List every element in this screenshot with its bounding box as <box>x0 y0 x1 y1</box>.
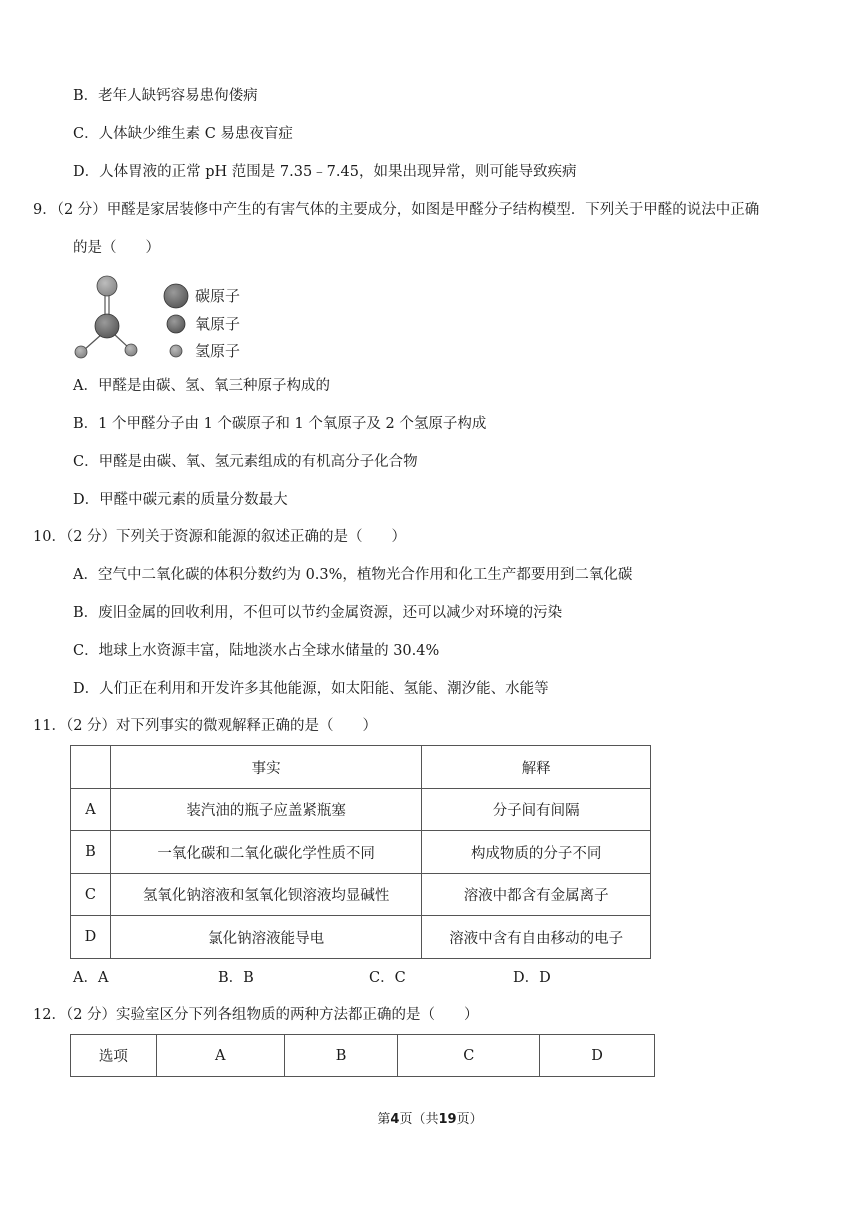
legend-hydrogen-swatch <box>170 345 182 357</box>
table-row <box>71 789 651 831</box>
q8-option-b: B．老年人缺钙容易患佝偻病 <box>73 88 258 104</box>
footer-page-number: 4 <box>390 1112 400 1127</box>
footer-prefix: 第 <box>377 1112 391 1127</box>
table-row <box>71 916 651 959</box>
row-label: B <box>71 831 111 874</box>
row-label: C <box>71 874 111 916</box>
q11-choices <box>73 968 593 988</box>
row-explain: 溶液中都含有金属离子 <box>422 874 651 916</box>
footer-total-pages: 19 <box>438 1112 457 1127</box>
page-footer <box>0 1111 860 1129</box>
q12-header-a: A <box>156 1035 284 1077</box>
q10-option-c: C．地球上水资源丰富，陆地淡水占全球水储量的 30.4% <box>73 643 440 659</box>
legend-oxygen-label: 氧原子 <box>195 315 241 333</box>
q10-stem: 10．（2 分）下列关于资源和能源的叙述正确的是（ ） <box>33 529 407 545</box>
oxygen-atom <box>97 276 117 296</box>
row-label: A <box>71 789 111 831</box>
q11-choice-d: D．D <box>513 970 551 986</box>
q12-stem: 12．（2 分）实验室区分下列各组物质的两种方法都正确的是（ ） <box>33 1007 479 1023</box>
formaldehyde-molecule-model <box>68 270 258 364</box>
table-row <box>71 831 651 874</box>
q11-choice-a: A．A <box>73 970 109 986</box>
q11-header-blank <box>71 746 111 789</box>
row-explain: 构成物质的分子不同 <box>422 831 651 874</box>
legend-carbon-swatch <box>164 284 188 308</box>
q11-stem: 11．（2 分）对下列事实的微观解释正确的是（ ） <box>33 718 378 734</box>
row-label: D <box>71 916 111 959</box>
q11-choice-c: C．C <box>369 970 406 986</box>
q11-header-fact: 事实 <box>110 746 421 789</box>
q11-table <box>70 745 651 959</box>
q9-option-b: B．1 个甲醛分子由 1 个碳原子和 1 个氧原子及 2 个氢原子构成 <box>73 416 487 432</box>
hydrogen-atom-right <box>125 344 137 356</box>
footer-suffix: 页） <box>456 1112 483 1127</box>
legend-oxygen-swatch <box>167 315 185 333</box>
q12-header-d: D <box>540 1035 655 1077</box>
q11-choice-b: B．B <box>218 970 254 986</box>
q9-stem-line2: 的是（ ） <box>73 240 160 256</box>
hydrogen-atom-left <box>75 346 87 358</box>
q12-header-b: B <box>284 1035 398 1077</box>
q10-option-a: A．空气中二氧化碳的体积分数约为 0.3%，植物光合作用和化工生产都要用到二氧化碳 <box>73 567 633 583</box>
q10-option-b: B．废旧金属的回收利用，不但可以节约金属资源，还可以减少对环境的污染 <box>73 605 563 621</box>
q11-header-explain: 解释 <box>422 746 651 789</box>
row-fact: 氯化钠溶液能导电 <box>110 916 421 959</box>
q8-option-d: D．人体胃液的正常 pH 范围是 7.35﹣7.45，如果出现异常，则可能导致疾病 <box>73 164 577 180</box>
footer-mid: 页（共 <box>399 1112 439 1127</box>
q12-header-c: C <box>398 1035 540 1077</box>
q9-stem-line1: 9．（2 分）甲醛是家居装修中产生的有害气体的主要成分，如图是甲醛分子结构模型．下列关于甲醛的说法中正确 <box>33 202 760 218</box>
q12-table <box>70 1034 655 1077</box>
carbon-atom <box>95 314 119 338</box>
row-fact: 装汽油的瓶子应盖紧瓶塞 <box>110 789 421 831</box>
row-explain: 分子间有间隔 <box>422 789 651 831</box>
row-fact: 氢氧化钠溶液和氢氧化钡溶液均显碱性 <box>110 874 421 916</box>
q10-option-d: D．人们正在利用和开发许多其他能源，如太阳能、氢能、潮汐能、水能等 <box>73 681 549 697</box>
legend-carbon-label: 碳原子 <box>195 287 241 305</box>
q9-option-a: A．甲醛是由碳、氢、氧三种原子构成的 <box>73 378 330 394</box>
q12-table-header <box>71 1035 655 1077</box>
row-fact: 一氧化碳和二氧化碳化学性质不同 <box>110 831 421 874</box>
q8-option-c: C．人体缺少维生素 C 易患夜盲症 <box>73 126 293 142</box>
row-explain: 溶液中含有自由移动的电子 <box>422 916 651 959</box>
table-row <box>71 874 651 916</box>
q11-table-header <box>71 746 651 789</box>
q12-header-option: 选项 <box>71 1035 157 1077</box>
q9-option-c: C．甲醛是由碳、氧、氢元素组成的有机高分子化合物 <box>73 454 418 470</box>
legend-hydrogen-label: 氢原子 <box>195 342 241 360</box>
q9-option-d: D．甲醛中碳元素的质量分数最大 <box>73 492 288 508</box>
